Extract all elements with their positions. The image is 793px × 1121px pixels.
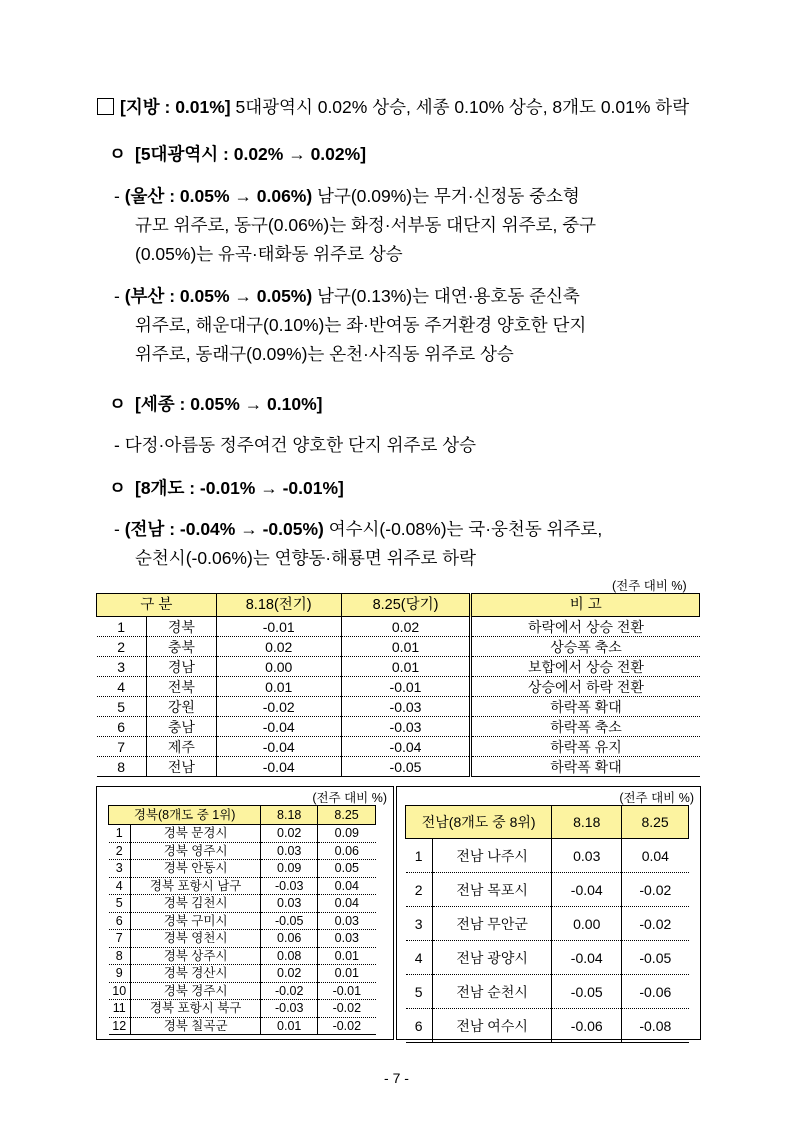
- table-cell: 0.08: [261, 947, 318, 965]
- table-row: [109, 895, 376, 913]
- table-cell: 0.02: [261, 965, 318, 983]
- table-cell: -0.02: [261, 982, 318, 1000]
- sejong-heading: [109, 391, 322, 416]
- bullet-circle-icon: ㅇ: [109, 394, 126, 414]
- table-cell: -0.03: [341, 717, 471, 737]
- table-cell: 0.03: [552, 839, 622, 873]
- table-row: [406, 941, 689, 975]
- table-cell: -0.04: [341, 737, 471, 757]
- table-row: [97, 697, 700, 717]
- province-heading: [109, 475, 344, 500]
- table-cell: 상승에서 하락 전환: [471, 677, 700, 697]
- table-cell: 0.06: [261, 930, 318, 948]
- table-cell: 하락에서 상승 전환: [471, 617, 700, 637]
- ulsan-bold: (울산 : 0.05% → 0.06%): [124, 186, 313, 206]
- table-cell: -0.01: [216, 617, 341, 637]
- table-row: [406, 873, 689, 907]
- busan-text-1: 남구(0.13%)는 대연·용호동 준신축: [312, 286, 580, 306]
- table-cell: 0.04: [318, 895, 376, 913]
- table-cell: 0.03: [318, 912, 376, 930]
- table-row: [97, 657, 700, 677]
- table-row: [109, 1017, 376, 1035]
- checkbox-square-icon: [97, 98, 114, 115]
- table-cell: 3: [406, 907, 433, 941]
- table-cell: 경북 문경시: [130, 825, 260, 843]
- table-cell: 5: [97, 697, 147, 717]
- table-row: [109, 982, 376, 1000]
- dash-marker: -: [114, 519, 120, 539]
- table-row: [109, 842, 376, 860]
- table-cell: 0.01: [318, 965, 376, 983]
- busan-line-2: 위주로, 해운대구(0.10%)는 좌·반여동 주거환경 양호한 단지: [135, 315, 587, 335]
- sejong-text: 다정·아름동 정주여건 양호한 단지 위주로 상승: [124, 435, 477, 455]
- jeonnam-line-2: 순천시(-0.06%)는 연향동·해룡면 위주로 하락: [135, 548, 477, 568]
- table-cell: 제주: [146, 737, 216, 757]
- table-cell: 경북 포항시 북구: [130, 1000, 260, 1018]
- table-cell: -0.05: [552, 975, 622, 1009]
- table-cell: 0.01: [216, 677, 341, 697]
- metro-heading: [109, 141, 366, 166]
- jn-header-curr: 8.25: [622, 806, 689, 839]
- table-cell: 경북 영주시: [130, 842, 260, 860]
- header-category: 구 분: [97, 594, 217, 617]
- table-cell: 경북 칠곡군: [130, 1017, 260, 1035]
- jeonnam-table: [405, 805, 689, 1043]
- table-cell: 1: [97, 617, 147, 637]
- table-cell: 8: [97, 757, 147, 777]
- table-row: [109, 825, 376, 843]
- ulsan-line-3: (0.05%)는 유곡·태화동 위주로 상승: [135, 244, 403, 264]
- table-cell: -0.05: [261, 912, 318, 930]
- table-cell: 6: [406, 1009, 433, 1043]
- gb-header-region: 경북(8개도 중 1위): [109, 806, 261, 825]
- jn-header-region: 전남(8개도 중 8위): [406, 806, 552, 839]
- jn-header-prev: 8.18: [552, 806, 622, 839]
- busan-line-1: [114, 283, 580, 308]
- table-row: [97, 637, 700, 657]
- table-cell: 하락폭 확대: [471, 757, 700, 777]
- table-cell: 경북 영천시: [130, 930, 260, 948]
- ulsan-text-1: 남구(0.09%)는 무거·신정동 중소형: [312, 186, 580, 206]
- ulsan-line-2: 규모 위주로, 동구(0.06%)는 화정·서부동 대단지 위주로, 중구: [135, 215, 597, 235]
- table-cell: 전남 광양시: [432, 941, 551, 975]
- table-row: [406, 907, 689, 941]
- table-cell: 보합에서 상승 전환: [471, 657, 700, 677]
- table-cell: 경북 안동시: [130, 860, 260, 878]
- province-table: [96, 593, 700, 777]
- table-cell: 0.02: [261, 825, 318, 843]
- table-row: [97, 677, 700, 697]
- table-cell: 9: [109, 965, 131, 983]
- table-cell: 0.01: [318, 947, 376, 965]
- gb-header-curr: 8.25: [318, 806, 376, 825]
- dash-marker: -: [114, 435, 120, 455]
- table-row: [97, 617, 700, 637]
- table-cell: -0.01: [318, 982, 376, 1000]
- table-row: [109, 965, 376, 983]
- table-cell: 1: [406, 839, 433, 873]
- table-row: [97, 717, 700, 737]
- table-cell: 6: [109, 912, 131, 930]
- table-cell: -0.02: [318, 1017, 376, 1035]
- jeonnam-text-1: 여수시(-0.08%)는 국·웅천동 위주로,: [323, 519, 603, 539]
- table-cell: 0.02: [341, 617, 471, 637]
- bullet-circle-icon: ㅇ: [109, 144, 126, 164]
- table-cell: -0.04: [552, 873, 622, 907]
- bullet-circle-icon: ㅇ: [109, 478, 126, 498]
- table-cell: 5: [406, 975, 433, 1009]
- table-cell: 6: [97, 717, 147, 737]
- table-cell: 충남: [146, 717, 216, 737]
- table-cell: 0.03: [261, 895, 318, 913]
- table-cell: -0.05: [341, 757, 471, 777]
- table-row: [406, 975, 689, 1009]
- table-cell: 전남 여수시: [432, 1009, 551, 1043]
- page-number: - 7 -: [384, 1070, 409, 1086]
- table-cell: 경북 경산시: [130, 965, 260, 983]
- table-cell: 3: [97, 657, 147, 677]
- table-row: [97, 757, 700, 777]
- gyeongbuk-table: [108, 805, 376, 1035]
- table-cell: 전남 나주시: [432, 839, 551, 873]
- sejong-line: [114, 432, 476, 457]
- table-cell: 충북: [146, 637, 216, 657]
- table-cell: 12: [109, 1017, 131, 1035]
- table-cell: -0.02: [622, 907, 689, 941]
- table-cell: -0.06: [622, 975, 689, 1009]
- right-table-note: (전주 대비 %): [619, 791, 694, 805]
- table-cell: -0.02: [216, 697, 341, 717]
- table-cell: 5: [109, 895, 131, 913]
- table-cell: -0.03: [261, 877, 318, 895]
- sejong-title: [세종 : 0.05% → 0.10%]: [135, 394, 323, 414]
- table-cell: 4: [406, 941, 433, 975]
- table-row: [97, 737, 700, 757]
- header-prev: 8.18(전기): [216, 594, 341, 617]
- jeonnam-bold: (전남 : -0.04% → -0.05%): [124, 519, 324, 539]
- table-cell: 0.01: [261, 1017, 318, 1035]
- jeonnam-line-1: [114, 516, 602, 541]
- table-cell: 8: [109, 947, 131, 965]
- table-cell: 0.01: [341, 637, 471, 657]
- summary-text: 5대광역시 0.02% 상승, 세종 0.10% 상승, 8개도 0.01% 하락: [230, 97, 690, 117]
- header-remark: 비 고: [471, 594, 700, 617]
- table-cell: -0.04: [216, 717, 341, 737]
- header-curr: 8.25(당기): [341, 594, 471, 617]
- table-cell: -0.03: [341, 697, 471, 717]
- summary-line: [97, 94, 689, 119]
- table-cell: 0.09: [318, 825, 376, 843]
- table-cell: 경북 경주시: [130, 982, 260, 1000]
- table-cell: 전남 목포시: [432, 873, 551, 907]
- table-cell: -0.03: [261, 1000, 318, 1018]
- table-cell: -0.02: [622, 873, 689, 907]
- table-cell: 10: [109, 982, 131, 1000]
- table-cell: 하락폭 확대: [471, 697, 700, 717]
- table-cell: 7: [97, 737, 147, 757]
- table-cell: 경북: [146, 617, 216, 637]
- table-cell: 경북 포항시 남구: [130, 877, 260, 895]
- province-title: [8개도 : -0.01% → -0.01%]: [135, 478, 344, 498]
- table-cell: 하락폭 축소: [471, 717, 700, 737]
- table-row: [109, 947, 376, 965]
- main-table-note: (전주 대비 %): [612, 579, 687, 593]
- summary-bracket: [지방 : 0.01%]: [120, 97, 231, 117]
- table-cell: 0.02: [216, 637, 341, 657]
- table-cell: -0.04: [552, 941, 622, 975]
- table-cell: 전북: [146, 677, 216, 697]
- table-cell: 경남: [146, 657, 216, 677]
- table-cell: 0.04: [318, 877, 376, 895]
- left-table-note: (전주 대비 %): [312, 791, 387, 805]
- table-cell: 0.06: [318, 842, 376, 860]
- table-row: [109, 860, 376, 878]
- table-row: [109, 1000, 376, 1018]
- table-cell: -0.04: [216, 757, 341, 777]
- table-row: [406, 1009, 689, 1043]
- busan-bold: (부산 : 0.05% → 0.05%): [124, 286, 313, 306]
- table-row: [109, 930, 376, 948]
- table-cell: 4: [97, 677, 147, 697]
- table-cell: -0.02: [318, 1000, 376, 1018]
- table-cell: 0.03: [318, 930, 376, 948]
- table-cell: 전남 순천시: [432, 975, 551, 1009]
- table-row: [109, 877, 376, 895]
- table-cell: 4: [109, 877, 131, 895]
- dash-marker: -: [114, 286, 120, 306]
- table-row: [109, 912, 376, 930]
- table-cell: 하락폭 유지: [471, 737, 700, 757]
- table-cell: 0.01: [341, 657, 471, 677]
- table-cell: 강원: [146, 697, 216, 717]
- table-cell: -0.04: [216, 737, 341, 757]
- table-cell: 0.05: [318, 860, 376, 878]
- table-cell: 2: [406, 873, 433, 907]
- table-cell: 경북 구미시: [130, 912, 260, 930]
- table-cell: 상승폭 축소: [471, 637, 700, 657]
- table-cell: 경북 상주시: [130, 947, 260, 965]
- table-cell: -0.01: [341, 677, 471, 697]
- table-cell: 0.00: [552, 907, 622, 941]
- table-cell: 11: [109, 1000, 131, 1018]
- table-cell: 0.00: [216, 657, 341, 677]
- table-cell: 0.04: [622, 839, 689, 873]
- table-cell: 3: [109, 860, 131, 878]
- table-cell: 0.03: [261, 842, 318, 860]
- table-cell: 2: [97, 637, 147, 657]
- table-cell: -0.06: [552, 1009, 622, 1043]
- table-cell: -0.05: [622, 941, 689, 975]
- gb-header-prev: 8.18: [261, 806, 318, 825]
- table-cell: 1: [109, 825, 131, 843]
- metro-title: [5대광역시 : 0.02% → 0.02%]: [135, 144, 367, 164]
- table-cell: 경북 김천시: [130, 895, 260, 913]
- table-cell: 전남: [146, 757, 216, 777]
- table-cell: 전남 무안군: [432, 907, 551, 941]
- ulsan-line-1: [114, 183, 580, 208]
- table-cell: 7: [109, 930, 131, 948]
- busan-line-3: 위주로, 동래구(0.09%)는 온천·사직동 위주로 상승: [135, 344, 514, 364]
- table-cell: -0.08: [622, 1009, 689, 1043]
- table-cell: 0.09: [261, 860, 318, 878]
- dash-marker: -: [114, 186, 120, 206]
- table-cell: 2: [109, 842, 131, 860]
- table-row: [406, 839, 689, 873]
